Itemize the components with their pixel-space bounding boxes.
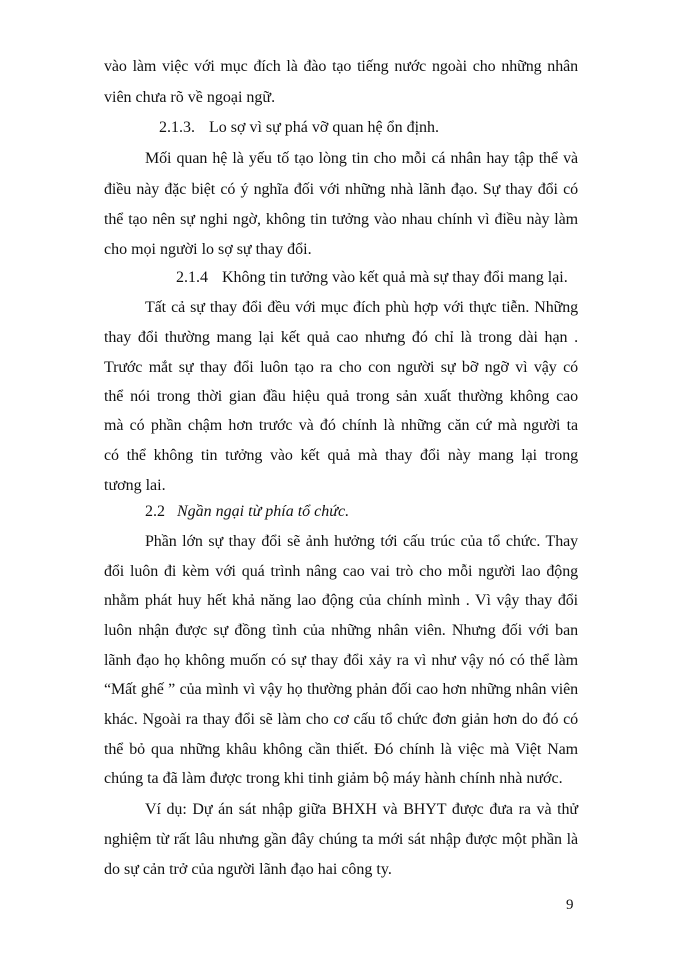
page-number: 9	[566, 897, 574, 913]
body-line: “Mất ghế ” của mình vì vậy họ thường phản đối cao hơn những nhân viên	[104, 681, 578, 698]
body-line: thể tạo nên sự nghi ngờ, không tin tưởng vào nhau chính vì điều này làm	[104, 211, 578, 228]
body-line: viên chưa rõ về ngoại ngữ.	[104, 89, 276, 106]
body-line: Trước mắt sự thay đổi luôn tạo ra cho con người sự bỡ ngỡ vì vậy có	[104, 359, 578, 376]
heading-number: 2.1.4	[176, 269, 208, 286]
body-line: Mối quan hệ là yếu tố tạo lòng tin cho mỗi cá nhân hay tập thể và	[145, 150, 578, 167]
body-line: nhằm phát huy hết khả năng lao động của chính mình . Vì vậy thay đổi	[104, 592, 578, 609]
body-line: thay đổi thường mang lại kết quả cao nhưng đó chỉ là trong dài hạn .	[104, 329, 578, 346]
heading-number: 2.2	[145, 503, 165, 520]
body-line: điều này đặc biệt có ý nghĩa đối với những nhà lãnh đạo. Sự thay đổi có	[104, 181, 578, 198]
body-line: mà có phần chậm hơn trước và đó chính là những căn cứ mà người ta	[104, 417, 578, 434]
heading-2-1-3	[159, 118, 633, 138]
body-line: chúng ta đã làm được trong khi tinh giảm bộ máy hành chính nhà nước.	[104, 770, 563, 787]
heading-title: Không tin tưởng vào kết quả mà sự thay đổi mang lại.	[222, 269, 568, 286]
heading-2-2	[145, 502, 619, 522]
body-line: cho mọi người lo sợ sự thay đổi.	[104, 241, 312, 258]
body-line: đổi luôn đi kèm với quá trình nâng cao vai trò cho mỗi người lao động	[104, 563, 578, 580]
body-line: khác. Ngoài ra thay đổi sẽ làm cho cơ cấu tổ chức đơn giản hơn do đó có	[104, 711, 578, 728]
body-line: Ví dụ: Dự án sát nhập giữa BHXH và BHYT được đưa ra và thử	[145, 801, 578, 818]
heading-title: Ngần ngại từ phía tổ chức.	[177, 503, 350, 520]
heading-title: Lo sợ vì sự phá vỡ quan hệ ổn định.	[209, 119, 440, 136]
body-line: vào làm việc với mục đích là đào tạo tiếng nước ngoài cho những nhân	[104, 58, 578, 75]
body-line: do sự cản trở của người lãnh đạo hai công ty.	[104, 861, 392, 878]
body-line: nghiệm từ rất lâu nhưng gần đây chúng ta mới sát nhập được một phần là	[104, 831, 578, 848]
body-line: Phần lớn sự thay đổi sẽ ảnh hưởng tới cấu trúc của tổ chức. Thay	[145, 533, 578, 550]
heading-number: 2.1.3.	[159, 119, 195, 136]
body-line: có thể không tin tưởng vào kết quả mà thay đổi này mang lại trong	[104, 447, 578, 464]
body-line: lãnh đạo họ không muốn có sự thay đổi xảy ra vì như vậy nó có thể làm	[104, 652, 578, 669]
body-line: thể nói trong thời gian đầu hiệu quả trong sản xuất thường không cao	[104, 388, 578, 405]
heading-2-1-4	[176, 268, 650, 288]
body-line: luôn nhận được sự đồng tình của những nhân viên. Nhưng đối với ban	[104, 622, 578, 639]
body-line: thể bỏ qua những khâu không cần thiết. Đó chính là việc mà Việt Nam	[104, 741, 578, 758]
body-line: tương lai.	[104, 477, 166, 494]
body-line: Tất cả sự thay đổi đều với mục đích phù hợp với thực tiễn. Những	[145, 299, 578, 316]
